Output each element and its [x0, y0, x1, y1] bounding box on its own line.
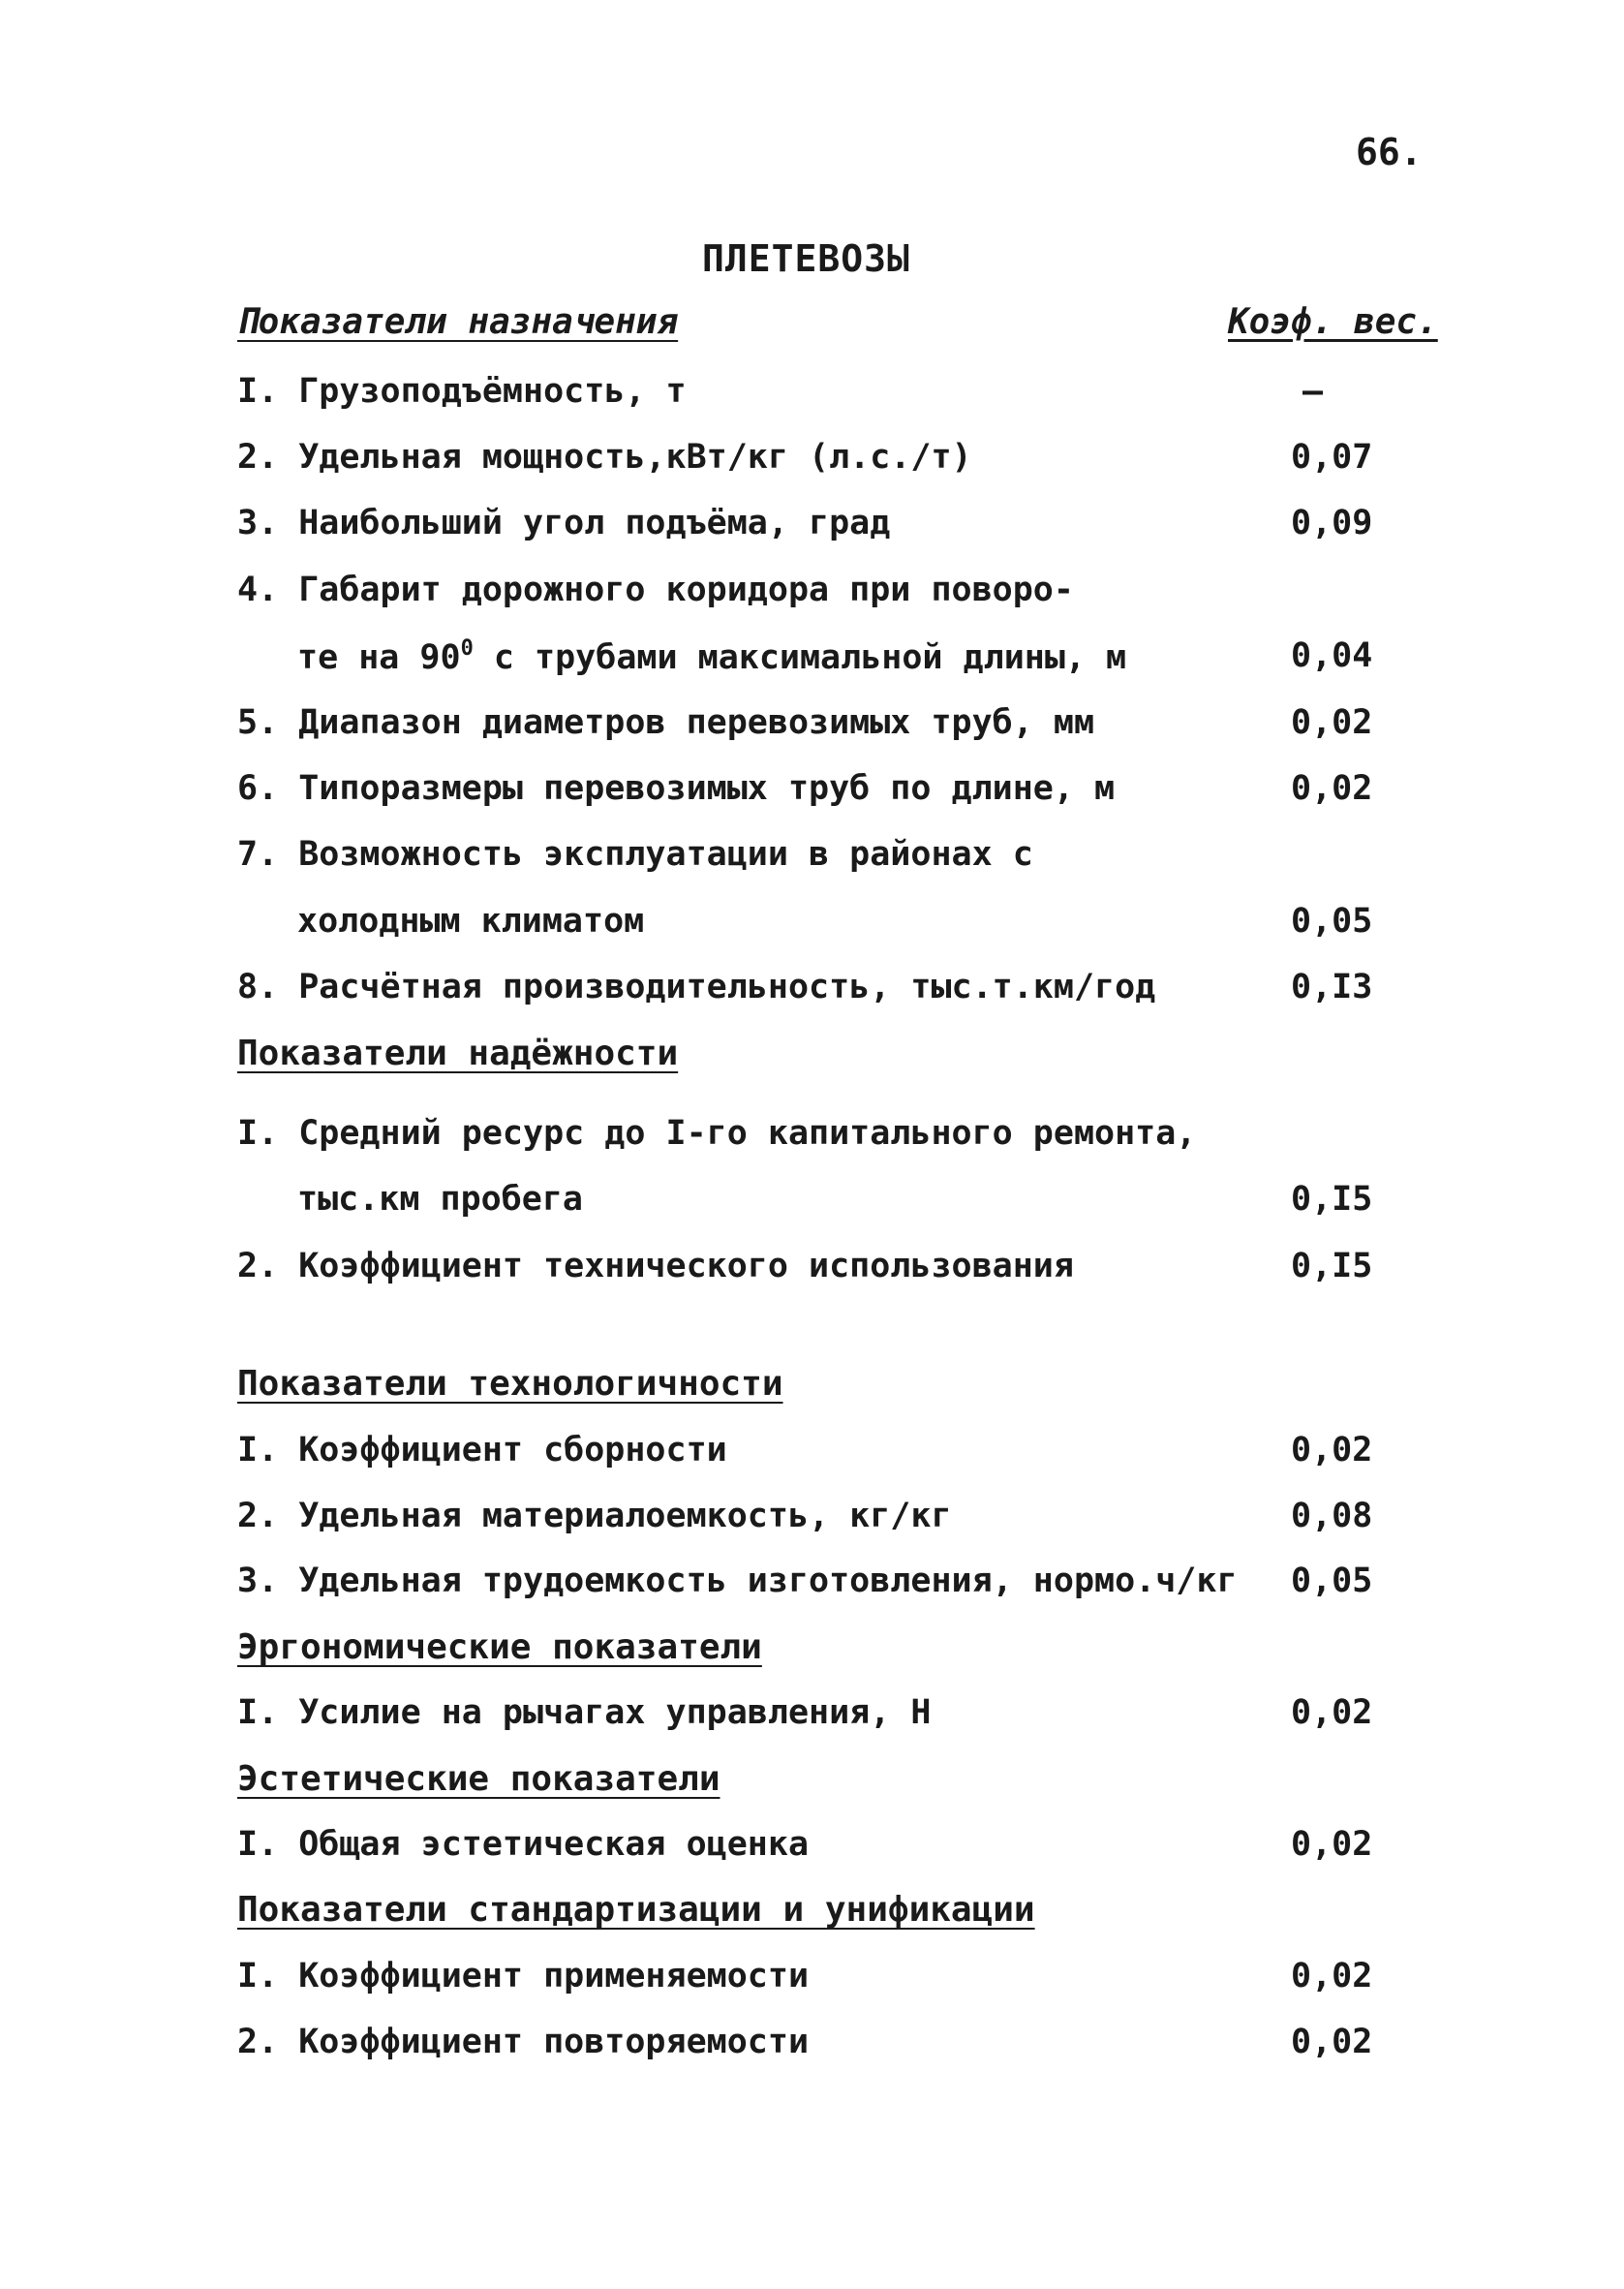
list-item: 2. Удельная материалоемкость, кг/кг: [237, 1497, 952, 1535]
coefficient-value: 0,I5: [1291, 1180, 1373, 1219]
coefficient-value: 0,07: [1291, 438, 1373, 477]
section-heading-ergonomic: Эргономические показатели: [237, 1627, 762, 1667]
coefficient-value: 0,02: [1291, 769, 1373, 808]
coefficient-value: 0,05: [1291, 1562, 1373, 1600]
coefficient-value: 0,08: [1291, 1497, 1373, 1535]
page-number: 66.: [1356, 131, 1423, 173]
list-item: 8. Расчётная производительность, тыс.т.км/год: [237, 968, 1156, 1006]
section-heading-aesthetic: Эстетические показатели: [237, 1759, 720, 1799]
coefficient-value: 0,05: [1291, 902, 1373, 941]
page-title: ПЛЕТЕВОЗЫ: [702, 237, 910, 280]
coefficient-value: 0,I5: [1291, 1247, 1373, 1285]
section-heading-standardization: Показатели стандартизации и унификации: [237, 1890, 1035, 1930]
list-item-continuation: те на $90^0$ с трубами максимальной длины, м: [297, 636, 1127, 677]
section-heading-reliability: Показатели надёжности: [237, 1034, 679, 1073]
list-item: I. Средний ресурс до I-го капитального ремонта,: [237, 1114, 1197, 1153]
column-header-weight-coefficient: Коэф. вес.: [1228, 302, 1438, 342]
list-item: 3. Удельная трудоемкость изготовления, нормо.ч/кг: [237, 1562, 1238, 1600]
coefficient-value: 0,09: [1291, 504, 1373, 542]
list-item: I. Коэффициент сборности: [237, 1431, 727, 1469]
list-item: 2. Удельная мощность,кВт/кг (л.с./т): [237, 438, 972, 477]
coefficient-value: 0,02: [1291, 2023, 1373, 2061]
coefficient-value: 0,02: [1291, 1431, 1373, 1469]
list-item: 4. Габарит дорожного коридора при поворо-: [237, 571, 1074, 609]
coefficient-value: 0,04: [1291, 636, 1373, 675]
list-item: 2. Коэффициент повторяемости: [237, 2023, 810, 2061]
list-item-continuation: холодным климатом: [297, 902, 645, 941]
list-item: 6. Типоразмеры перевозимых труб по длине, м: [237, 769, 1116, 808]
coefficient-value: 0,02: [1291, 1957, 1373, 1995]
section-heading-purpose: Показатели назначения: [237, 302, 679, 342]
coefficient-value: 0,I3: [1291, 968, 1373, 1006]
list-item: 3. Наибольший угол подъёма, град: [237, 504, 891, 542]
section-heading-manufacturability: Показатели технологичности: [237, 1364, 783, 1404]
list-item: I. Усилие на рычагах управления, Н: [237, 1693, 932, 1732]
list-item: 7. Возможность эксплуатации в районах с: [237, 835, 1033, 874]
list-item: 2. Коэффициент технического использования: [237, 1247, 1074, 1285]
list-item-continuation: тыс.км пробега: [297, 1180, 584, 1219]
list-item: 5. Диапазон диаметров перевозимых труб, мм: [237, 703, 1095, 742]
coefficient-value: –: [1302, 372, 1324, 411]
list-item: I. Общая эстетическая оценка: [237, 1825, 810, 1864]
coefficient-value: 0,02: [1291, 703, 1373, 742]
list-item: I. Грузоподъёмность, т: [237, 372, 687, 411]
coefficient-value: 0,02: [1291, 1693, 1373, 1732]
coefficient-value: 0,02: [1291, 1825, 1373, 1864]
list-item: I. Коэффициент применяемости: [237, 1957, 810, 1995]
